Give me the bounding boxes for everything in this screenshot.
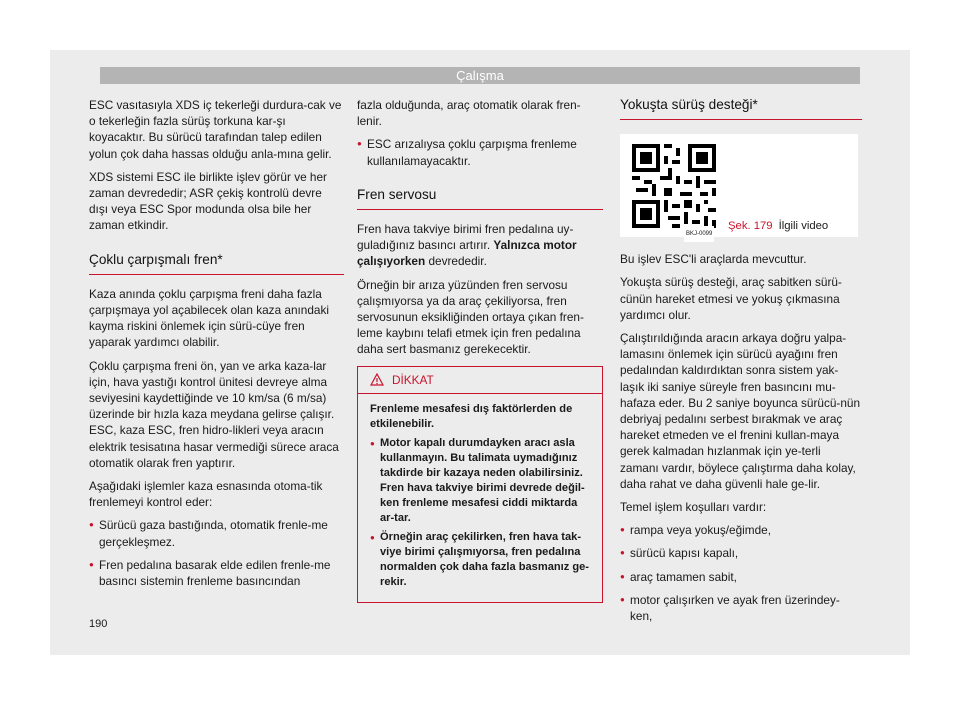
- bullet-item: ● Sürücü gaza bastığında, otomatik frenle-me gerçekleşmez.: [89, 517, 344, 549]
- column-middle: [357, 97, 603, 603]
- section-header: Çalışma: [100, 67, 860, 84]
- warning-header: [358, 367, 602, 394]
- text-run: devrededir.: [425, 254, 487, 269]
- bullet-item: ● ESC arızalıysa çoklu çarpışma frenleme kullanılamayacaktır.: [357, 136, 603, 168]
- bullet-item: ● motor çalışırken ve ayak fren üzerindey-ken,: [620, 592, 862, 624]
- figure-code: BKJ-0099: [684, 226, 714, 242]
- warning-box: [357, 366, 603, 603]
- paragraph: [357, 221, 603, 270]
- warning-triangle-icon: [370, 373, 384, 386]
- text-run: Fren hava takviye birimi fren pedalına uy-guladığınız basıncı artırır.: [357, 222, 574, 253]
- qr-code-icon[interactable]: [632, 144, 716, 228]
- bullet-item: ● rampa veya yokuş/eğimde,: [620, 522, 862, 538]
- paragraph: fazla olduğunda, araç otomatik olarak fren-lenir.: [357, 98, 581, 129]
- column-left: [89, 97, 344, 596]
- column-right: [620, 97, 862, 631]
- bullet-item: ● araç tamamen sabit,: [620, 569, 862, 585]
- bullet-item: ● Örneğin araç çekilirken, fren hava tak-viye birimi çalışmıyorsa, fren pedalına normalden çok daha fazla basmanız ge-rekir.: [370, 530, 590, 590]
- warning-title: DİKKAT: [392, 372, 434, 387]
- bullet-item: ● Fren pedalına basarak elde edilen frenle-me basıncı sistemin frenleme basıncından: [89, 557, 344, 589]
- paragraph: Frenleme mesafesi dış faktörlerden de etkilenebilir.: [370, 402, 573, 430]
- bullet-item: ● sürücü kapısı kapalı,: [620, 545, 862, 561]
- bullet-item: ● Motor kapalı durumdayken aracı asla kullanmayın. Bu talimata uymadığınız takdirde bir kazaya neden olabilirsiniz. Fren hava takviye birimi devrede değil-ken frenleme mesafesi ciddi miktarda ar-tar.: [370, 436, 590, 526]
- section-heading-brake-servo: Fren servosu: [357, 187, 603, 210]
- section-heading-hill-hold: Yokuşta sürüş desteği*: [620, 97, 862, 120]
- paragraph: Bu işlev ESC'li araçlarda mevcuttur.: [620, 252, 807, 267]
- paragraph: Çalıştırıldığında aracın arkaya doğru yalpa-lamasını önlemek için sürücü ayağını fren pedalından kaldırdıktan sonra sistem yak-laşık iki saniye süreyle fren basıncını mu-hafaza eder. Bu 2 saniye boyunca sürücü-nün debriyaj pedalını serbest bırakmak ve araç hareket etmeden ve el frenini kullan-maya gerek kalmadan hızlanmak için ye-terli zamanı vardır, böylece çalıştırma daha kolay, daha rahat ve daha güvenli hale ge-lir.: [620, 331, 861, 491]
- section-heading-multi-collision-brake: Çoklu çarpışmalı fren*: [89, 252, 344, 275]
- paragraph: Yokuşta sürüş desteği, araç sabitken sürü-cünün hareket etmesi ve yokuş çıkmasına yardımcı olur.: [620, 275, 842, 322]
- paragraph: Aşağıdaki işlemler kaza esnasında otoma-tik frenlemeyi kontrol eder:: [89, 479, 323, 510]
- figure-video: [620, 134, 858, 237]
- paragraph: XDS sistemi ESC ile birlikte işlev görür ve her zaman devrededir; ASR çekiş kontrolü devre dışı veya ESC Spor modunda olsa bile her zaman etkindir.: [89, 169, 327, 233]
- bold-text: Yalnızca motor çalışıyorken: [357, 238, 577, 269]
- caption-text: İlgili video: [778, 220, 829, 233]
- paragraph: Temel işlem koşulları vardır:: [620, 500, 767, 515]
- page-number: 190: [89, 618, 108, 630]
- paragraph: Örneğin bir arıza yüzünden fren servosu çalışmıyorsa ya da araç çekiliyorsa, fren servosunun eksikliğinden ortaya çıkan fren-leme kaybını telafi etmek için fren pedalına daha sert basmanız gerekecektir.: [357, 277, 584, 357]
- figure-ref: Şek. 179: [728, 220, 773, 233]
- warning-body: [358, 394, 602, 602]
- paragraph: Çoklu çarpışma freni ön, yan ve arka kaza-lar için, hava yastığı kontrol ünitesi devreye alma seviyesini kaydettiğinde ve 10 km/sa (6 m/sa) üzerinde bir hızla kaza meydana gelirse çalışır. ESC, kaza ESC, fren hidro-likleri veya aracın elektrik tesisatına hasar vermediği sürece araca otomatik olarak fren yaptırır.: [89, 358, 339, 470]
- paragraph: ESC vasıtasıyla XDS iç tekerleği durdura-cak ve o tekerleğin fazla sürüş torkuna kar-şı koyacaktır. Bu sürücü tarafından talep edilen yolun çok daha hassas olduğu anla-mına gelir.: [89, 98, 342, 161]
- figure-caption: [728, 218, 828, 234]
- paragraph: Kaza anında çoklu çarpışma freni daha fazla çarpışmaya yol açabilecek olan kaza anındaki kayma riskini önlemek için sürü-cüye fren yaparak yardımcı olabilir.: [89, 286, 330, 350]
